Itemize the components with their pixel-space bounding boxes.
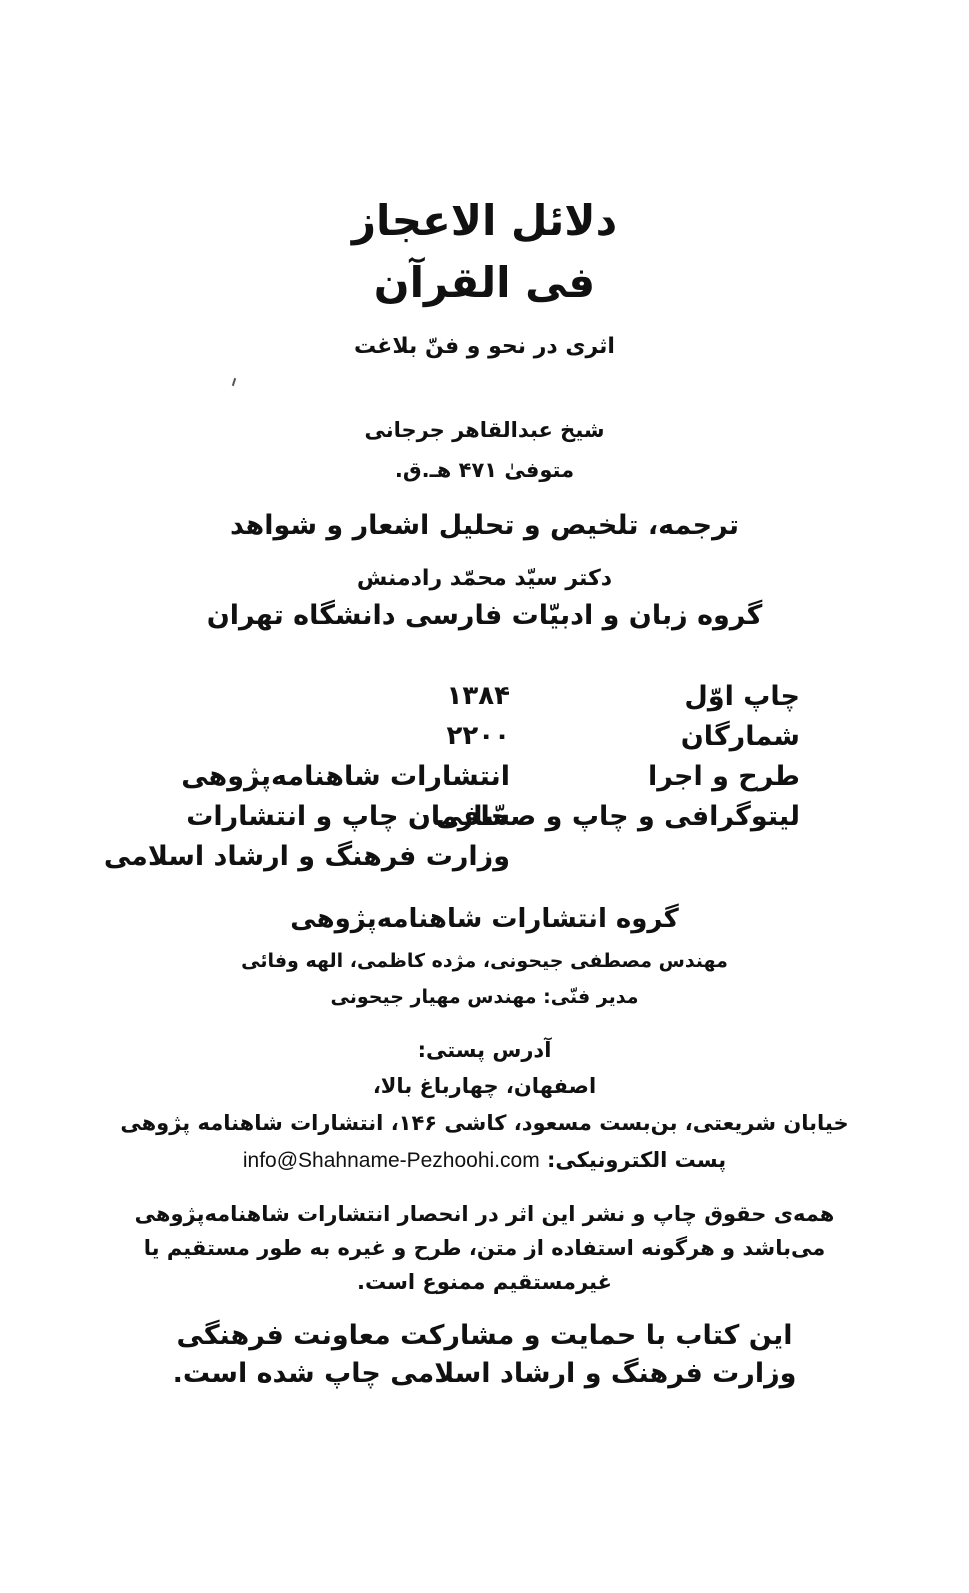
book-title-line-1: دلائل الاعجاز	[351, 196, 618, 245]
author-death-date: متوفیٰ ۴۷۱ هـ.ق.	[394, 458, 575, 482]
scan-mark	[232, 378, 236, 386]
info-label: طرح و اجرا	[647, 760, 800, 792]
info-row-edition	[100, 676, 800, 716]
translation-description: ترجمه، تلخیص و تحلیل اشعار و شواهد	[229, 510, 740, 541]
support-notice-line-1: این کتاب با حمایت و مشارکت معاونت فرهنگی	[176, 1320, 793, 1351]
publisher-group-title: گروه انتشارات شاهنامه‌پژوهی	[290, 904, 679, 934]
author-name: شیخ عبدالقاهر جرجانی	[364, 418, 605, 442]
email-line	[0, 1150, 969, 1171]
technical-manager: مدیر فنّی: مهندس مهیار جیحونی	[330, 986, 639, 1008]
info-value: وزارت فرهنگ و ارشاد اسلامی	[103, 840, 510, 872]
translator-name: دکتر سیّد محمّد رادمنش	[356, 566, 613, 591]
publication-info-table	[100, 676, 800, 876]
email-label: پست الکترونیکی:	[547, 1148, 727, 1172]
rights-notice-line-1: همه‌ی حقوق چاپ و نشر این اثر در انحصار انتشارات شاهنامه‌پژوهی	[134, 1202, 835, 1226]
book-subtitle: اثری در نحو و فنّ بلاغت	[354, 334, 615, 359]
publisher-group-members: مهندس مصطفی جیحونی، مژده کاظمی، الهه وفائی	[241, 950, 728, 972]
info-label: شمارگان	[680, 720, 800, 752]
rights-notice-line-2: می‌باشد و هرگونه استفاده از متن، طرح و غیره به طور مستقیم یا	[143, 1236, 826, 1260]
info-value: انتشارات شاهنامه‌پژوهی	[181, 760, 510, 792]
address-line-1: اصفهان، چهارباغ بالا،	[372, 1074, 597, 1098]
email-address[interactable]: info@Shahname-Pezhoohi.com	[242, 1149, 540, 1172]
translator-department: گروه زبان و ادبیّات فارسی دانشگاه تهران	[206, 600, 763, 631]
info-row-print-run	[100, 716, 800, 756]
info-label: چاپ اوّل	[684, 680, 800, 712]
info-label: لیتوگرافی و چاپ و صحّافی	[435, 800, 800, 832]
info-row-printing	[100, 796, 800, 836]
info-row-printing-cont	[100, 836, 800, 876]
address-label: آدرس پستی:	[417, 1038, 552, 1062]
address-line-2: خیابان شریعتی، بن‌بست مسعود، کاشی ۱۴۶، انتشارات شاهنامه پژوهی	[120, 1111, 849, 1135]
info-value: ۲۲۰۰	[446, 721, 510, 751]
rights-notice-line-3: غیرمستقیم ممنوع است.	[357, 1270, 612, 1294]
info-value: ۱۳۸۴	[446, 681, 510, 711]
support-notice-line-2: وزارت فرهنگ و ارشاد اسلامی چاپ شده است.	[172, 1358, 797, 1389]
info-value: سازمان چاپ و انتشارات	[186, 800, 510, 832]
info-row-design	[100, 756, 800, 796]
book-title-line-2: فی القرآن	[373, 258, 596, 307]
